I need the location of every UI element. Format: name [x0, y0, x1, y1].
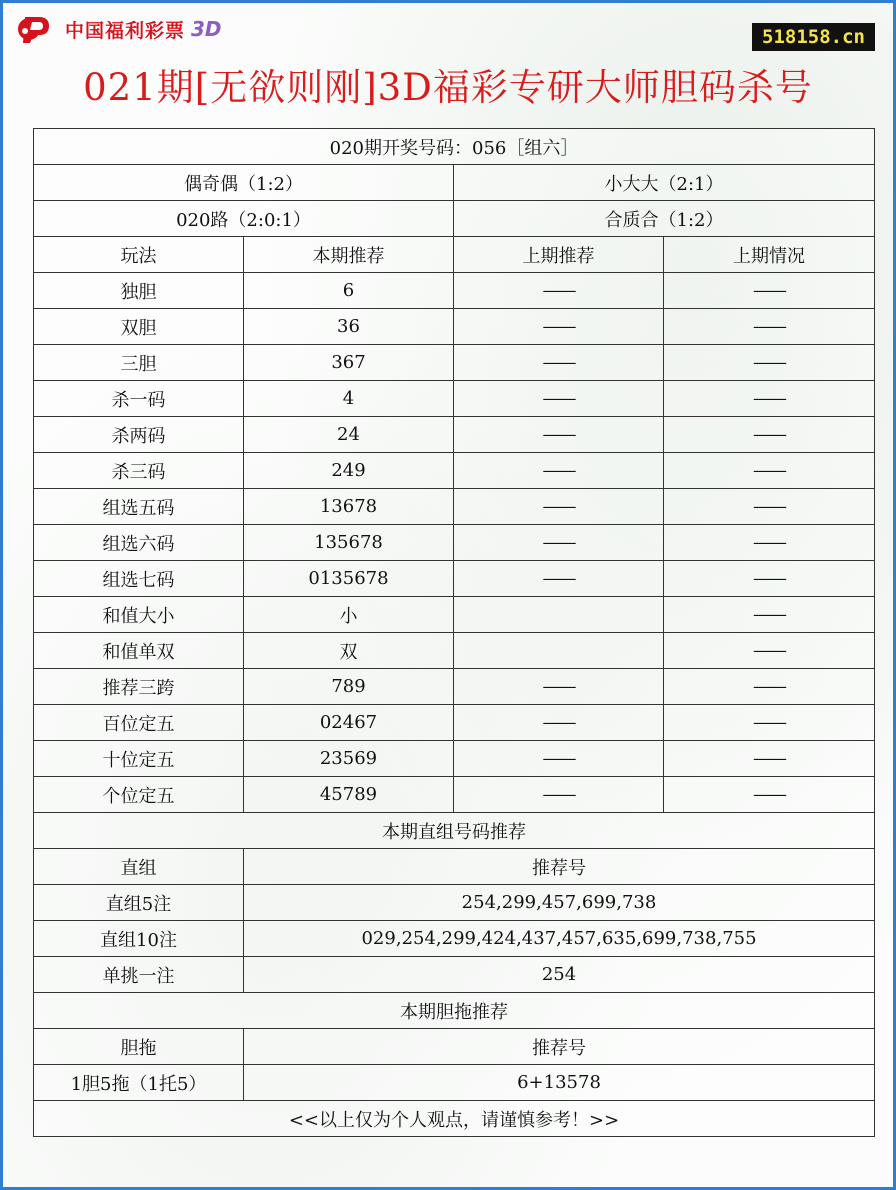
row-status: ——	[664, 453, 875, 489]
dantuo-header-row	[34, 1029, 875, 1065]
row-play: 三胆	[34, 345, 244, 381]
table-row	[34, 525, 875, 561]
row-status: ——	[664, 741, 875, 777]
row-prev: ——	[454, 417, 664, 453]
row-play: 和值单双	[34, 633, 244, 669]
table-row	[34, 309, 875, 345]
row-play: 百位定五	[34, 705, 244, 741]
dantuo-section-title: 本期胆拖推荐	[34, 993, 875, 1029]
dantuo-value: 6+13578	[244, 1065, 875, 1101]
pattern-row-2	[34, 201, 875, 237]
row-current: 367	[244, 345, 454, 381]
route-pattern: 020路（2:0:1）	[34, 201, 454, 237]
row-current: 13678	[244, 489, 454, 525]
row-prev: ——	[454, 489, 664, 525]
table-row	[34, 489, 875, 525]
table-row	[34, 453, 875, 489]
dantuo-section-row	[34, 993, 875, 1029]
draw-row	[34, 129, 875, 165]
direct-label: 直组5注	[34, 885, 244, 921]
row-play: 组选五码	[34, 489, 244, 525]
row-current: 45789	[244, 777, 454, 813]
row-current: 135678	[244, 525, 454, 561]
brand-3d: 3D	[191, 17, 222, 41]
dantuo-label: 1胆5拖（1托5）	[34, 1065, 244, 1101]
pattern-row-1	[34, 165, 875, 201]
row-prev: ——	[454, 669, 664, 705]
row-prev: ——	[454, 525, 664, 561]
site-badge: 518158.cn	[752, 23, 875, 51]
direct-section-title: 本期直组号码推荐	[34, 813, 875, 849]
row-prev: ——	[454, 273, 664, 309]
dantuo-header-label: 胆拖	[34, 1029, 244, 1065]
direct-label: 单挑一注	[34, 957, 244, 993]
direct-row	[34, 957, 875, 993]
table-row	[34, 777, 875, 813]
row-prev	[454, 597, 664, 633]
row-prev: ——	[454, 381, 664, 417]
row-status: ——	[664, 489, 875, 525]
row-current: 双	[244, 633, 454, 669]
row-play: 杀一码	[34, 381, 244, 417]
table-row	[34, 705, 875, 741]
table-row	[34, 417, 875, 453]
table-row	[34, 561, 875, 597]
direct-header-value: 推荐号	[244, 849, 875, 885]
direct-row	[34, 885, 875, 921]
row-play: 组选七码	[34, 561, 244, 597]
row-current: 4	[244, 381, 454, 417]
footer-note: <<以上仅为个人观点，请谨慎参考！>>	[34, 1101, 875, 1137]
table-row	[34, 741, 875, 777]
row-current: 249	[244, 453, 454, 489]
row-status: ——	[664, 777, 875, 813]
table-row	[34, 597, 875, 633]
table-row	[34, 669, 875, 705]
row-status: ——	[664, 273, 875, 309]
header-play: 玩法	[34, 237, 244, 273]
row-play: 十位定五	[34, 741, 244, 777]
row-status: ——	[664, 597, 875, 633]
direct-value: 254	[244, 957, 875, 993]
prediction-table	[33, 128, 875, 1137]
table-row	[34, 345, 875, 381]
row-play: 推荐三跨	[34, 669, 244, 705]
direct-header-label: 直组	[34, 849, 244, 885]
header-current: 本期推荐	[244, 237, 454, 273]
row-status: ——	[664, 417, 875, 453]
prime-pattern: 合质合（1:2）	[454, 201, 875, 237]
row-play: 个位定五	[34, 777, 244, 813]
row-prev: ——	[454, 561, 664, 597]
lottery-logo-icon	[15, 11, 59, 47]
row-current: 0135678	[244, 561, 454, 597]
row-prev: ——	[454, 453, 664, 489]
dantuo-row	[34, 1065, 875, 1101]
row-status: ——	[664, 633, 875, 669]
odd-even-pattern: 偶奇偶（1:2）	[34, 165, 454, 201]
row-prev: ——	[454, 345, 664, 381]
row-status: ——	[664, 705, 875, 741]
row-prev: ——	[454, 705, 664, 741]
row-status: ——	[664, 381, 875, 417]
row-prev: ——	[454, 741, 664, 777]
row-status: ——	[664, 669, 875, 705]
row-prev: ——	[454, 777, 664, 813]
row-current: 789	[244, 669, 454, 705]
row-play: 双胆	[34, 309, 244, 345]
row-current: 6	[244, 273, 454, 309]
row-status: ——	[664, 309, 875, 345]
row-current: 23569	[244, 741, 454, 777]
row-current: 小	[244, 597, 454, 633]
table-row	[34, 633, 875, 669]
page-title: 021期[无欲则刚]3D福彩专研大师胆码杀号	[83, 66, 813, 109]
header-status: 上期情况	[664, 237, 875, 273]
row-prev	[454, 633, 664, 669]
row-play: 杀两码	[34, 417, 244, 453]
size-pattern: 小大大（2:1）	[454, 165, 875, 201]
row-current: 02467	[244, 705, 454, 741]
direct-label: 直组10注	[34, 921, 244, 957]
dantuo-header-value: 推荐号	[244, 1029, 875, 1065]
header-prev: 上期推荐	[454, 237, 664, 273]
row-play: 和值大小	[34, 597, 244, 633]
header-row	[34, 237, 875, 273]
draw-result: 020期开奖号码：056［组六］	[34, 129, 875, 165]
row-status: ——	[664, 561, 875, 597]
brand-name: 中国福利彩票	[65, 19, 186, 42]
direct-section-row	[34, 813, 875, 849]
direct-value: 254,299,457,699,738	[244, 885, 875, 921]
row-current: 24	[244, 417, 454, 453]
row-play: 杀三码	[34, 453, 244, 489]
row-prev: ——	[454, 309, 664, 345]
row-status: ——	[664, 345, 875, 381]
row-play: 组选六码	[34, 525, 244, 561]
direct-header-row	[34, 849, 875, 885]
table-row	[34, 273, 875, 309]
direct-row	[34, 921, 875, 957]
footer-row	[34, 1101, 875, 1137]
table-row	[34, 381, 875, 417]
direct-value: 029,254,299,424,437,457,635,699,738,755	[244, 921, 875, 957]
row-play: 独胆	[34, 273, 244, 309]
row-current: 36	[244, 309, 454, 345]
lottery-logo	[15, 11, 222, 47]
row-status: ——	[664, 525, 875, 561]
